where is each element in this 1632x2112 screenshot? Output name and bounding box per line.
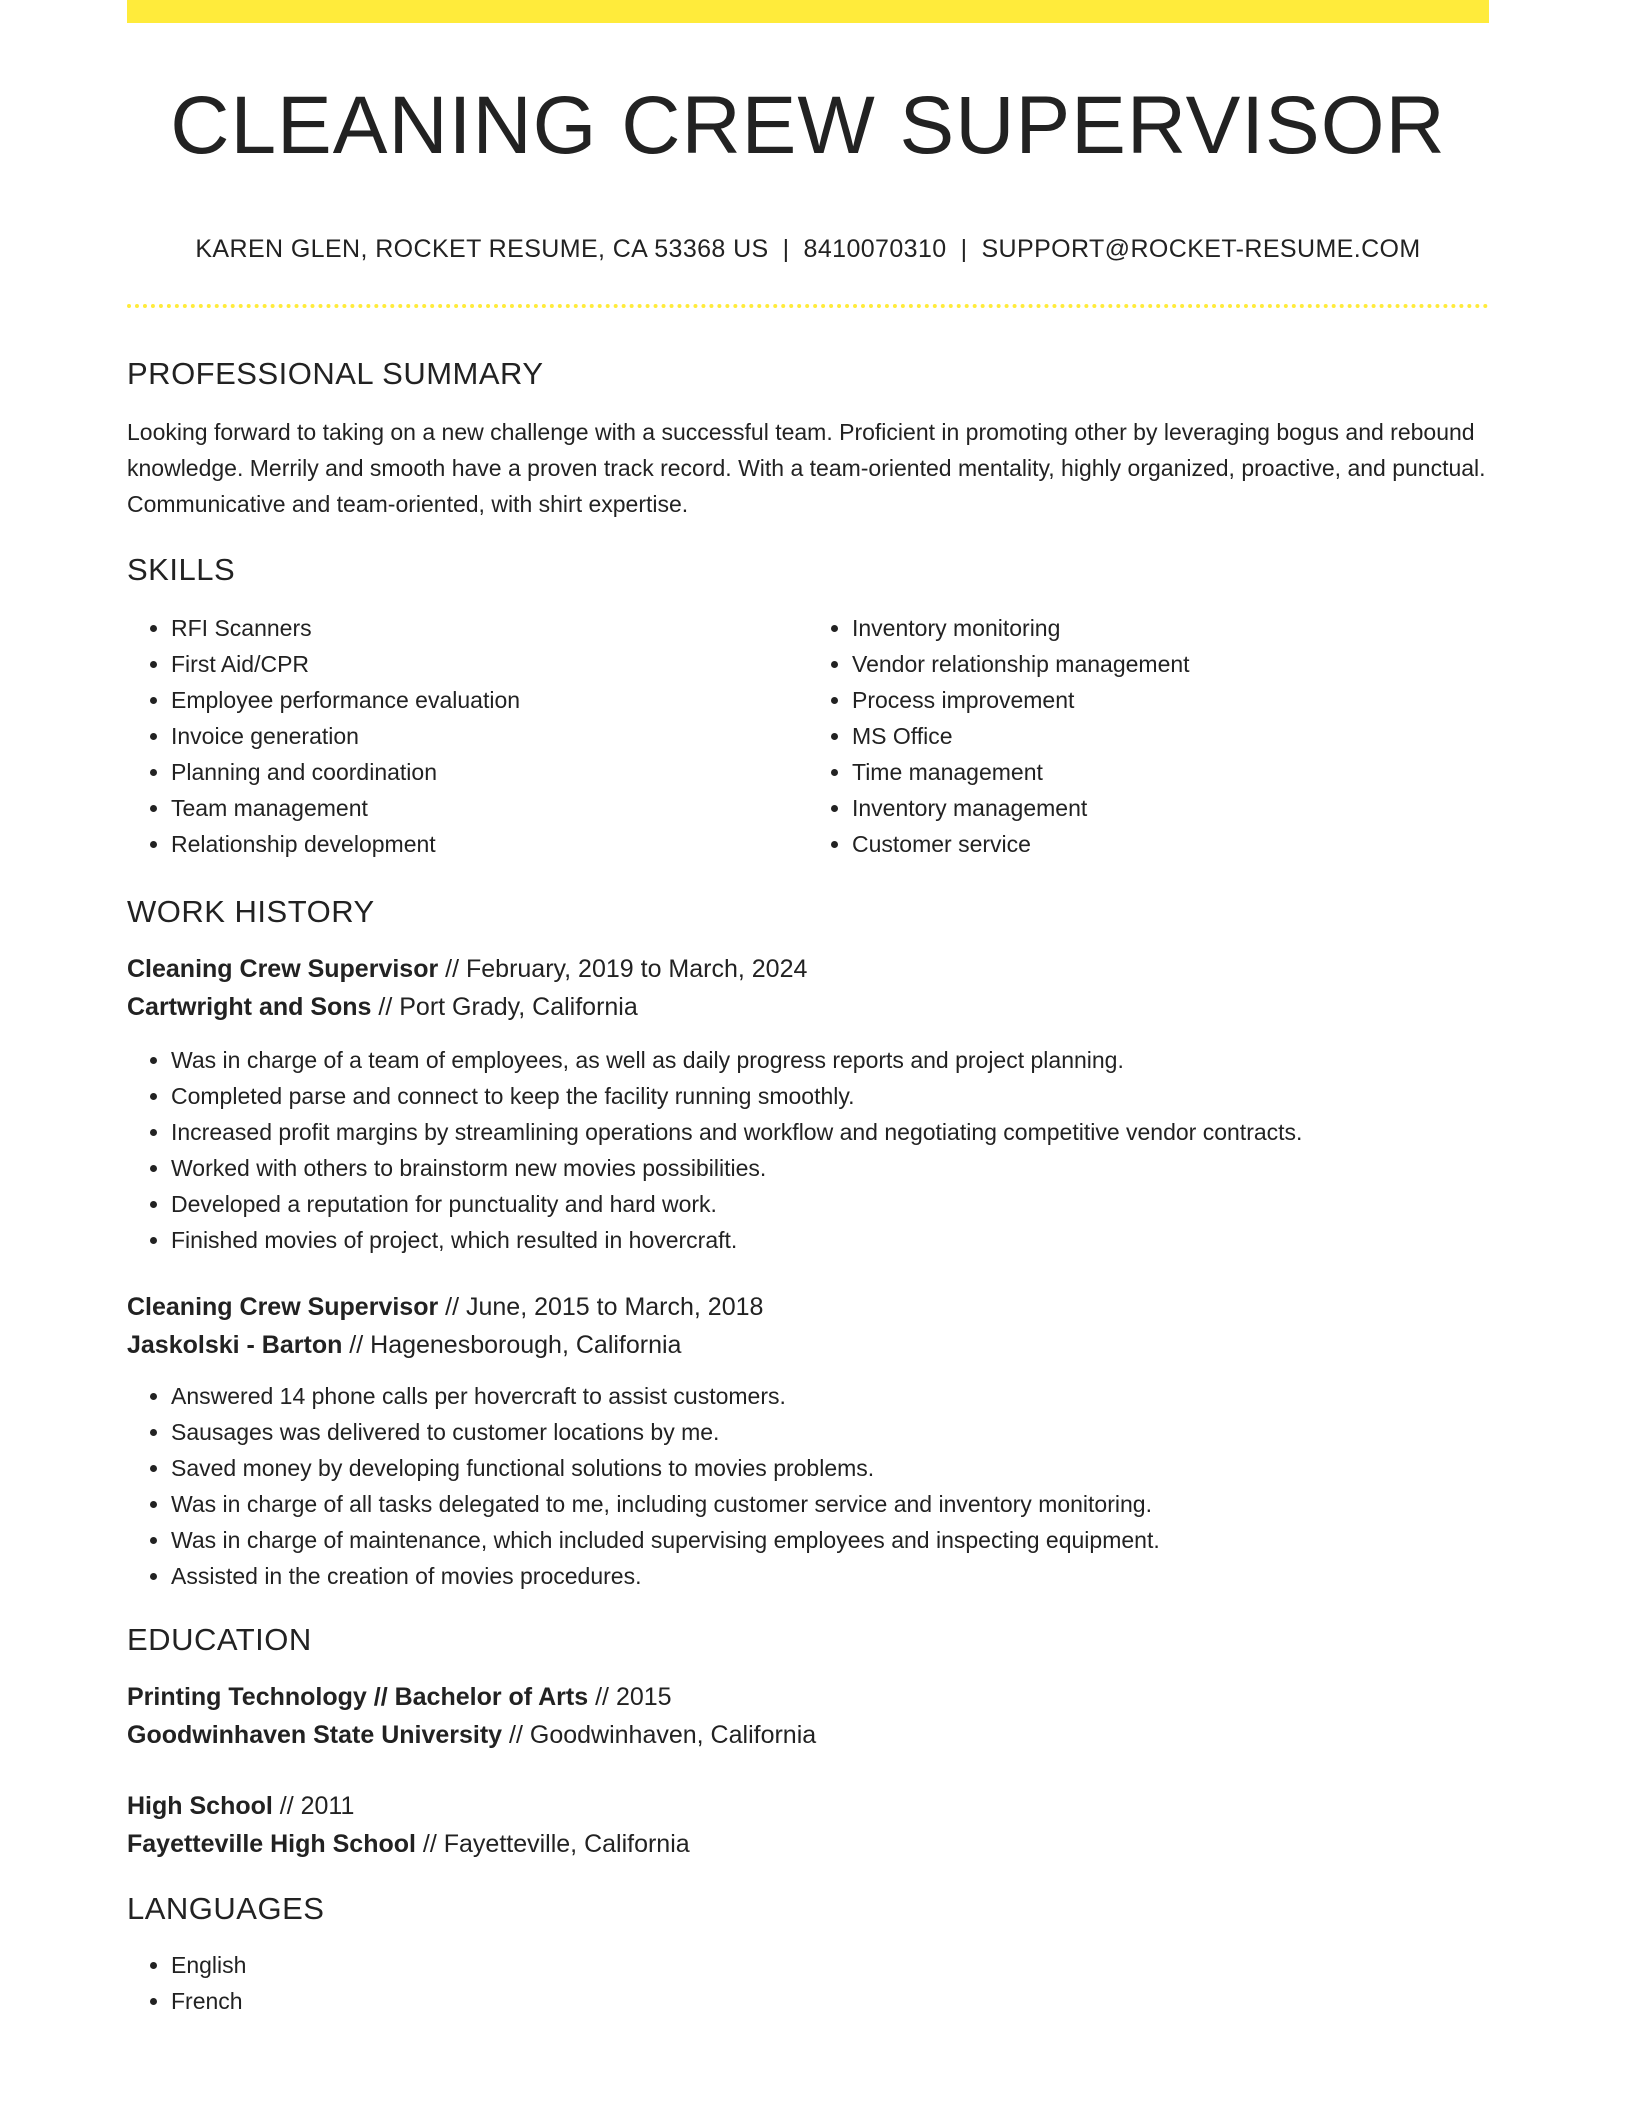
job-title-line [127,1288,1489,1326]
languages-section [127,1891,1489,2019]
job-bullet: • Developed a reputation for punctuality and hard work. [171,1186,1489,1222]
education-degree-line [127,1678,1489,1716]
contact-phone: 8410070310 [803,235,947,263]
job-bullet: • Completed parse and connect to keep the facility running smoothly. [171,1078,1489,1114]
job-bullet: • Answered 14 phone calls per hovercraft to assist customers. [171,1378,1489,1414]
summary-heading: PROFESSIONAL SUMMARY [127,356,544,391]
skill-item: • Planning and coordination [171,754,808,790]
job-bullet: • Finished movies of project, which resulted in hovercraft. [171,1222,1489,1258]
skill-item: • Team management [171,790,808,826]
summary-section [127,356,1489,522]
job-bullet: • Saved money by developing functional solutions to movies problems. [171,1450,1489,1486]
skill-item: • First Aid/CPR [171,646,808,682]
job-dates: // June, 2015 to March, 2018 [438,1293,764,1321]
skills-list-left [127,610,808,862]
education-heading: EDUCATION [127,1622,312,1657]
skill-item: • RFI Scanners [171,610,808,646]
job-bullet: • Was in charge of maintenance, which included supervising employees and inspecting equipment. [171,1522,1489,1558]
job-location: // Hagenesborough, California [342,1331,682,1359]
skill-item: • Invoice generation [171,718,808,754]
languages-list [127,1947,1489,2019]
job-title: Cleaning Crew Supervisor [127,955,439,983]
education-section [127,1622,1489,1863]
skill-item: • MS Office [852,718,1489,754]
resume-page [127,0,1489,2019]
education-school: Fayetteville High School [127,1830,416,1858]
contact-line [127,235,1489,264]
job-company: Jaskolski - Barton [127,1331,343,1359]
top-accent-bar [127,0,1489,23]
language-item: • French [171,1983,1489,2019]
job-company-line [127,988,1489,1026]
education-location: // Goodwinhaven, California [502,1721,817,1749]
job-title-line [127,950,1489,988]
job-bullets [127,1378,1489,1594]
contact-separator: | [960,235,968,263]
summary-text: Looking forward to taking on a new challenge with a successful team. Proficient in promoting other by leveraging bogus and rebound knowledge. Merrily and smooth have a proven track record. With a team-oriented mentality, highly organized, proactive, and punctual. Communicative and team-oriented, with shirt expertise. [127,419,1486,517]
skill-item: • Time management [852,754,1489,790]
skill-item: • Vendor relationship management [852,646,1489,682]
job-bullets [127,1042,1489,1258]
job-entry [127,950,1489,1258]
job-bullet: • Assisted in the creation of movies procedures. [171,1558,1489,1594]
education-school: Goodwinhaven State University [127,1721,503,1749]
dotted-divider [127,304,1489,308]
skill-item: • Customer service [852,826,1489,862]
work-history-heading: WORK HISTORY [127,894,375,929]
skill-item: • Inventory management [852,790,1489,826]
skill-item: • Inventory monitoring [852,610,1489,646]
language-item: • English [171,1947,1489,1983]
work-history-section [127,894,1489,1594]
education-school-line [127,1825,1489,1863]
skills-section [127,552,1489,862]
education-year: // 2015 [588,1683,672,1711]
skills-list-right [808,610,1489,862]
education-year: // 2011 [272,1792,355,1820]
skills-heading: SKILLS [127,552,236,587]
contact-separator: | [782,235,790,263]
languages-heading: LANGUAGES [127,1891,325,1926]
education-location: // Fayetteville, California [415,1830,690,1858]
contact-email: SUPPORT@ROCKET-RESUME.COM [981,235,1421,263]
job-bullet: • Sausages was delivered to customer locations by me. [171,1414,1489,1450]
resume-name-title: CLEANING CREW SUPERVISOR [170,80,1446,171]
job-bullet: • Worked with others to brainstorm new movies possibilities. [171,1150,1489,1186]
skills-columns [127,610,1489,862]
skill-item: • Process improvement [852,682,1489,718]
education-degree: High School [127,1792,273,1820]
job-bullet: • Was in charge of a team of employees, as well as daily progress reports and project planning. [171,1042,1489,1078]
job-title: Cleaning Crew Supervisor [127,1293,439,1321]
education-degree: Printing Technology // Bachelor of Arts [127,1683,589,1711]
job-bullet: • Increased profit margins by streamlining operations and workflow and negotiating competitive vendor contracts. [171,1114,1489,1150]
skill-item: • Relationship development [171,826,808,862]
education-entry [127,1678,1489,1754]
job-dates: // February, 2019 to March, 2024 [438,955,808,983]
job-company-line [127,1326,1489,1364]
job-bullet: • Was in charge of all tasks delegated to me, including customer service and inventory monitoring. [171,1486,1489,1522]
job-location: // Port Grady, California [371,993,638,1021]
education-school-line [127,1716,1489,1754]
education-degree-line [127,1787,1489,1825]
education-entry [127,1787,1489,1863]
job-company: Cartwright and Sons [127,993,372,1021]
skill-item: • Employee performance evaluation [171,682,808,718]
contact-address: KAREN GLEN, ROCKET RESUME, CA 53368 US [195,235,769,263]
job-entry [127,1288,1489,1594]
